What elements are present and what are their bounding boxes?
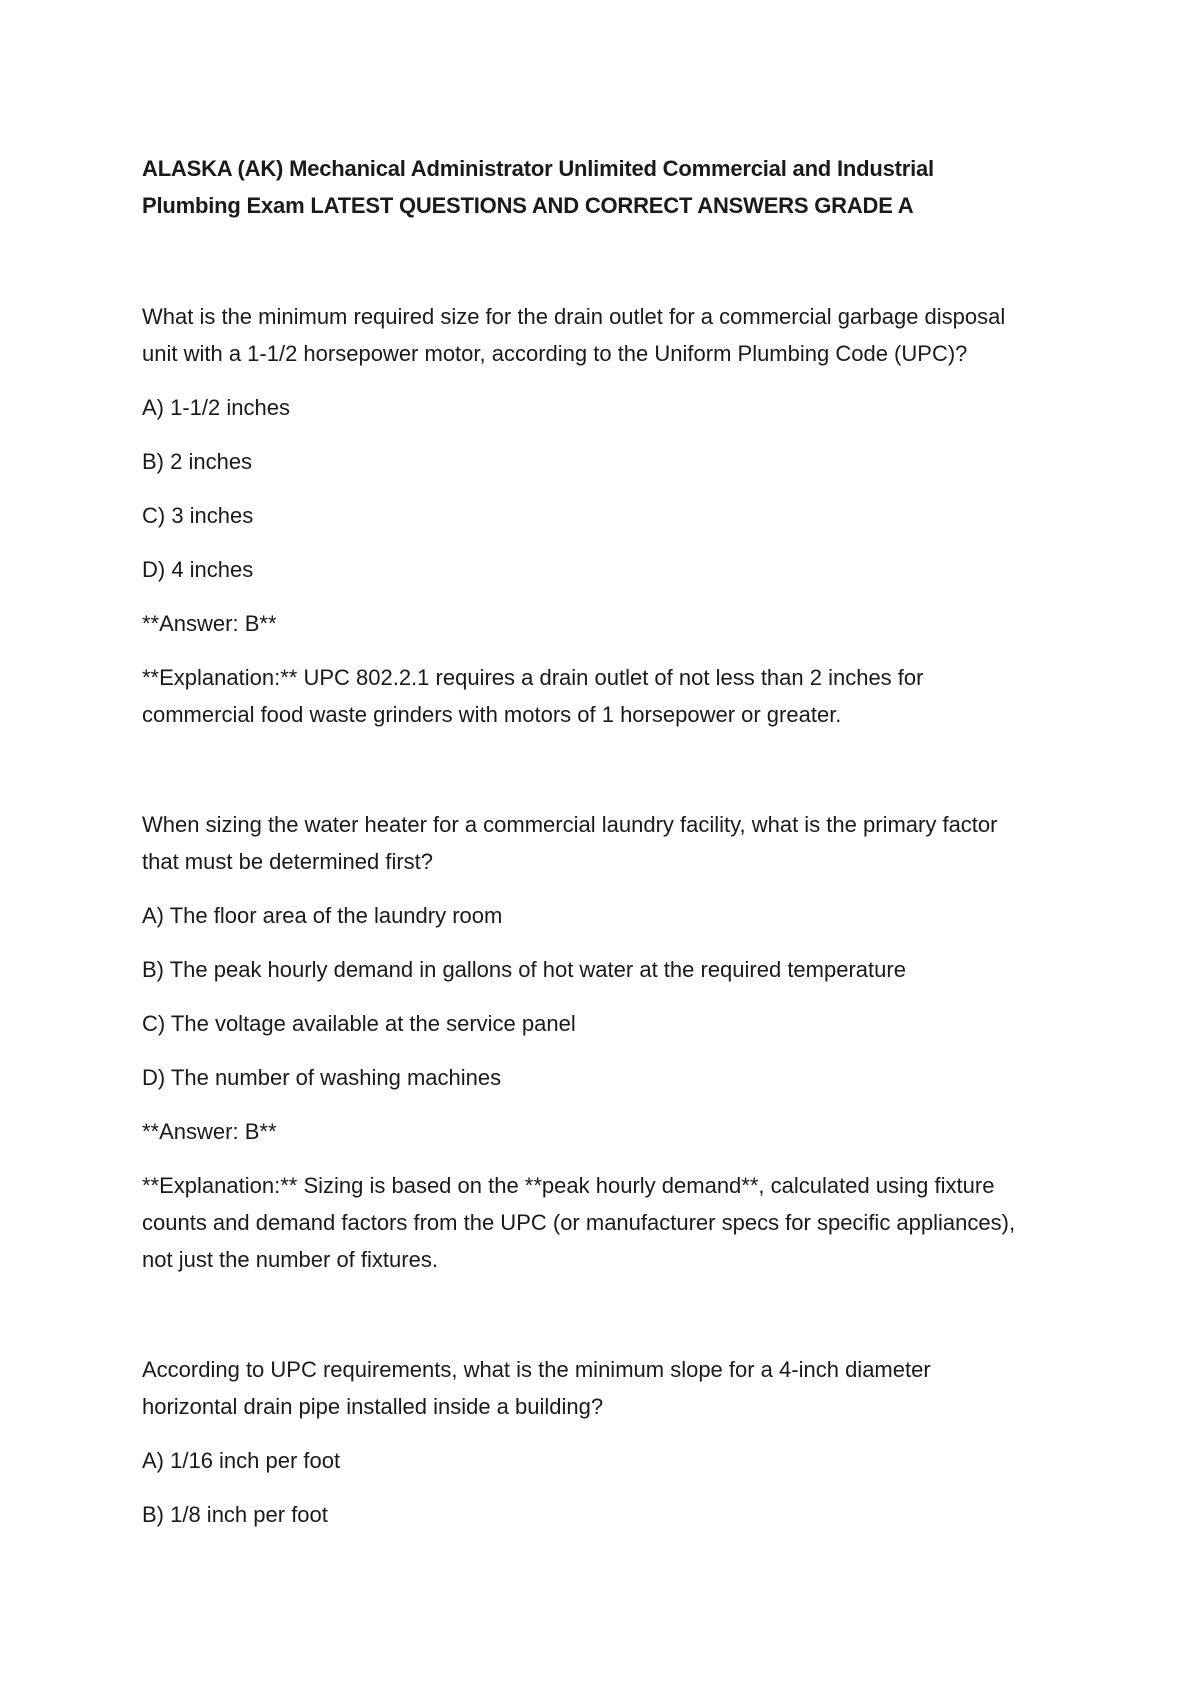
explanation-line: counts and demand factors from the UPC (or manufacturer specs for specific appliances), xyxy=(142,1210,1016,1235)
question-line: When sizing the water heater for a commercial laundry facility, what is the primary factor xyxy=(142,812,998,837)
document-page xyxy=(142,150,1062,1550)
explanation-line: **Explanation:** Sizing is based on the **peak hourly demand**, calculated using fixture xyxy=(142,1173,995,1198)
title-line: ALASKA (AK) Mechanical Administrator Unlimited Commercial and Industrial xyxy=(142,156,934,181)
title-line: Plumbing Exam LATEST QUESTIONS AND CORRECT ANSWERS GRADE A xyxy=(142,193,914,218)
question-block xyxy=(142,298,1062,733)
explanation-line: commercial food waste grinders with motors of 1 horsepower or greater. xyxy=(142,702,842,727)
option-c: C) The voltage available at the service panel xyxy=(142,1011,576,1036)
explanation-line: not just the number of fixtures. xyxy=(142,1247,438,1272)
option-a: A) 1-1/2 inches xyxy=(142,395,290,420)
question-line: that must be determined first? xyxy=(142,849,434,874)
question-line: What is the minimum required size for the drain outlet for a commercial garbage disposal xyxy=(142,304,1006,329)
option-d: D) 4 inches xyxy=(142,557,254,582)
option-b: B) The peak hourly demand in gallons of hot water at the required temperature xyxy=(142,957,906,982)
question-line: unit with a 1-1/2 horsepower motor, according to the Uniform Plumbing Code (UPC)? xyxy=(142,341,968,366)
question-text xyxy=(142,1351,1062,1425)
question-block xyxy=(142,1351,1062,1533)
option-b: B) 1/8 inch per foot xyxy=(142,1502,328,1527)
explanation-text xyxy=(142,659,1062,733)
explanation-line: **Explanation:** UPC 802.2.1 requires a drain outlet of not less than 2 inches for xyxy=(142,665,924,690)
explanation-text xyxy=(142,1167,1062,1278)
question-line: According to UPC requirements, what is the minimum slope for a 4-inch diameter xyxy=(142,1357,931,1382)
question-text xyxy=(142,298,1062,372)
option-b: B) 2 inches xyxy=(142,449,253,474)
option-a: A) 1/16 inch per foot xyxy=(142,1448,341,1473)
answer-text: **Answer: B** xyxy=(142,611,277,636)
option-d: D) The number of washing machines xyxy=(142,1065,502,1090)
document-title xyxy=(142,150,1062,224)
question-block xyxy=(142,806,1062,1278)
question-line: horizontal drain pipe installed inside a building? xyxy=(142,1394,604,1419)
question-text xyxy=(142,806,1062,880)
answer-text: **Answer: B** xyxy=(142,1119,277,1144)
option-a: A) The floor area of the laundry room xyxy=(142,903,503,928)
option-c: C) 3 inches xyxy=(142,503,254,528)
